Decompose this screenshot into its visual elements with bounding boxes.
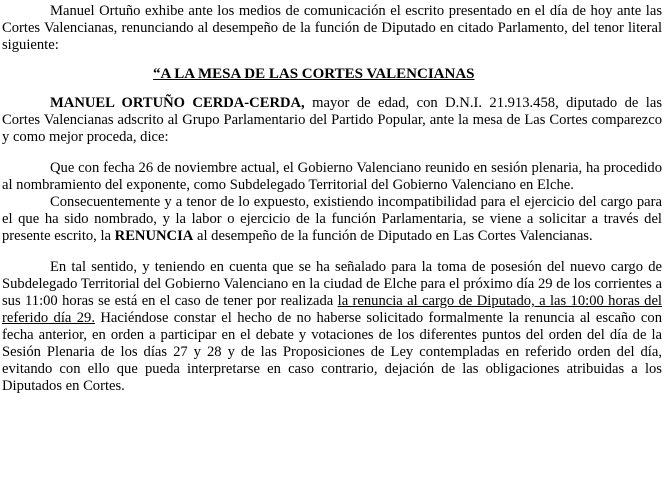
identification-text: mayor de edad, con D.N.I. 21.913.458, diputado de las Cortes Valencianas adscrito al Grupo Parlamentario del Partido Popular, ante la mesa de Las Cortes comparezco y como mejor proceda, dice: xyxy=(2,95,663,145)
paragraph-appointment: Que con fecha 26 de noviembre actual, el Gobierno Valenciano reunido en sesión plenaria, ha procedido al nombramiento del exponente, como Subdelegado Territorial del Gobierno Valenciano en Elche. xyxy=(2,160,662,193)
letter-heading: “A LA MESA DE LAS CORTES VALENCIANAS xyxy=(153,66,475,82)
details-underlined-text: la renuncia al cargo de Diputado, a las 10:00 horas del referido día 29. xyxy=(2,293,662,326)
details-text-after: Haciéndose constar el hecho de no haberse solicitado formalmente la renuncia al escaño con fecha anterior, en orden a participar en el debate y votaciones de los diferentes puntos del orden del día de la Sesión Plenaria de los días 27 y 28 y de las Proposiciones de Ley contempladas en referido orden del día, evitando con ello que pueda interpretarse en caso contrario, dejación de las obligaciones atribuidas a los Diputados en Cortes. xyxy=(2,310,662,394)
paragraph-details xyxy=(2,259,662,395)
signatory-name: MANUEL ORTUÑO CERDA-CERDA, xyxy=(50,95,305,111)
resignation-text-before: Consecuentemente y a tenor de lo expuesto, existiendo incompatibilidad para el ejercicio del cargo para el que ha sido nombrado, y la labor o ejercicio de la función Parlamentaria, se viene a solicitar a través del presente escrito, la xyxy=(2,194,662,244)
resignation-keyword: RENUNCIA xyxy=(114,228,194,244)
details-text-before: En tal sentido, y teniendo en cuenta que se ha señalado para la toma de posesión del nuevo cargo de Subdelegado Territorial del Gobierno Valenciano en la ciudad de Elche para el próximo día 29 de los corrientes a sus 11:00 horas se está en el caso de tener por realizada xyxy=(2,259,662,309)
resignation-text-after: al desempeño de la función de Diputado en Las Cortes Valencianas. xyxy=(193,228,593,244)
paragraph-resignation xyxy=(2,194,662,245)
intro-paragraph: Manuel Ortuño exhibe ante los medios de comunicación el escrito presentado en el día de hoy ante las Cortes Valencianas, renunciando al desempeño de la función de Diputado en citado Parlamento, del tenor literal siguiente: xyxy=(2,3,662,53)
paragraph-identification xyxy=(2,95,662,146)
